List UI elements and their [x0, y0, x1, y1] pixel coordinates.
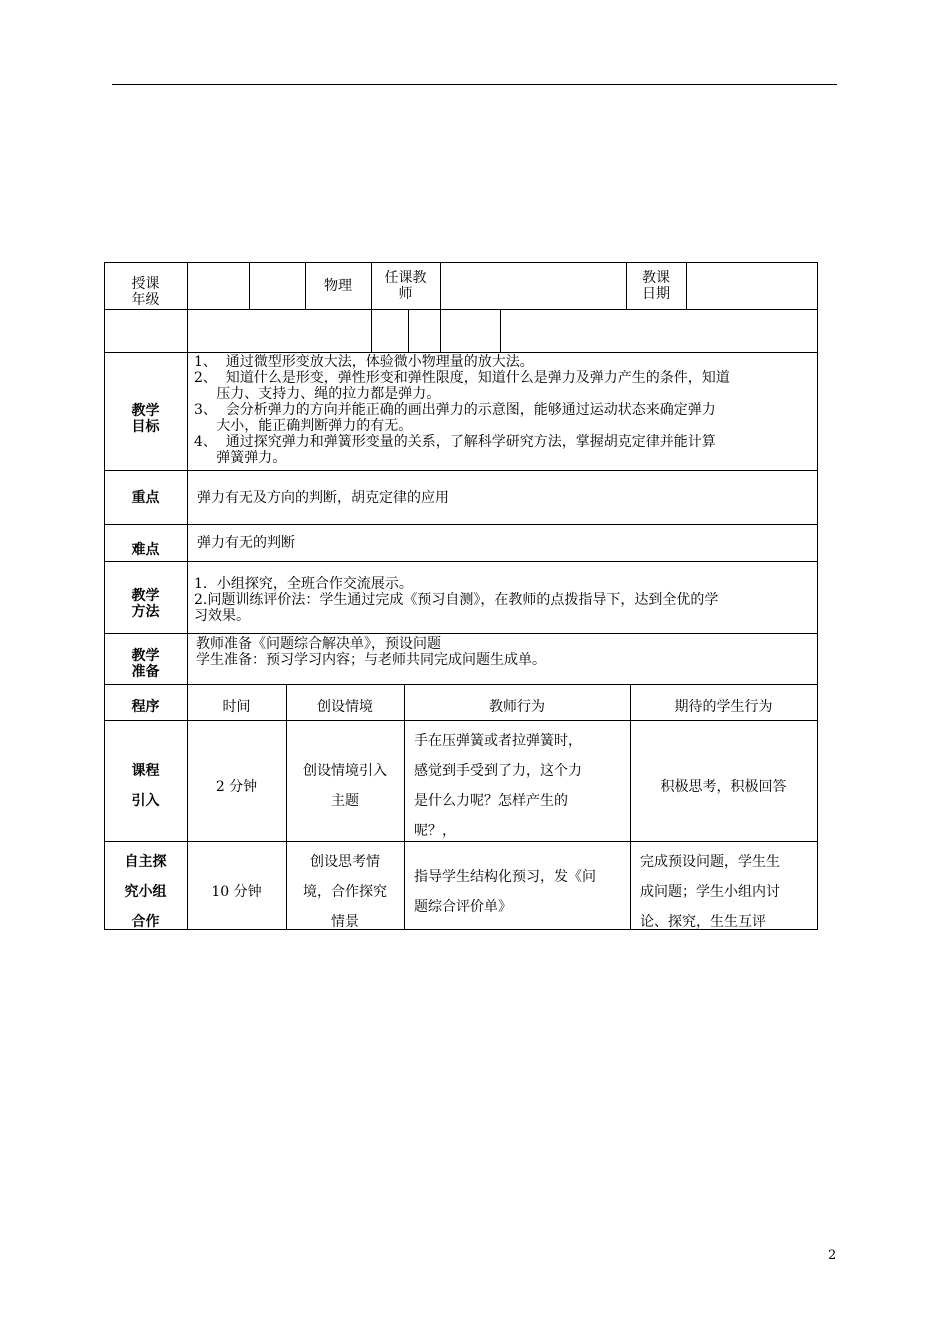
teacher-explore: 指导学生结构化预习，发《问 题综合评价单》	[414, 869, 596, 915]
difficulty-label: 难点	[131, 542, 160, 558]
situation-explore: 创设思考情 境，合作探究 情景	[303, 854, 387, 930]
objective-line: 弹簧弹力。	[194, 450, 287, 466]
page-number: 2	[828, 1248, 837, 1263]
key-point-text: 弹力有无及方向的判断，胡克定律的应用	[197, 490, 449, 506]
difficulty-text: 弹力有无的判断	[197, 535, 295, 551]
time-explore: 10 分钟	[211, 884, 262, 900]
procedure-header-stage: 程序	[131, 699, 160, 715]
preparation-label: 教学 准备	[131, 648, 160, 680]
student-intro: 积极思考，积极回答	[660, 779, 787, 795]
procedure-header-situation: 创设情境	[317, 699, 373, 715]
objective-line: 压力、支持力、绳的拉力都是弹力。	[194, 386, 441, 402]
grade-label: 授课 年级	[131, 276, 160, 308]
preparation-text	[196, 636, 816, 668]
procedure-header-time: 时间	[222, 699, 251, 715]
method-text	[194, 576, 814, 624]
key-point-label: 重点	[131, 490, 160, 506]
preparation-line: 教师准备《问题综合解决单》，预设问题	[196, 636, 441, 652]
header-rule	[112, 84, 837, 85]
stage-explore: 自主探 究小组 合作	[124, 854, 167, 930]
objective-line: 3、 会分析弹力的方向并能正确的画出弹力的示意图，能够通过运动状态来确定弹力	[194, 402, 716, 418]
teacher-intro: 手在压弹簧或者拉弹簧时， 感觉到手受到了力，这个力 是什么力呢？怎样产生的 呢？，	[414, 733, 582, 839]
procedure-header-teacher: 教师行为	[489, 699, 545, 715]
objectives-label: 教学 目标	[131, 403, 160, 435]
method-line: 习效果。	[194, 608, 250, 624]
subject-value: 物理	[324, 278, 352, 294]
objective-line: 2、 知道什么是形变，弹性形变和弹性限度，知道什么是弹力及弹力产生的条件，知道	[194, 370, 730, 386]
objectives-list	[194, 354, 814, 466]
procedure-header-student: 期待的学生行为	[674, 699, 773, 715]
objective-line: 大小，能正确判断弹力的有无。	[194, 418, 413, 434]
time-intro: 2 分钟	[215, 779, 258, 795]
objective-line: 1、 通过微型形变放大法，体验微小物理量的放大法。	[194, 354, 534, 370]
date-label: 教课 日期	[642, 270, 670, 302]
stage-intro: 课程 引入	[131, 763, 160, 809]
student-explore: 完成预设问题，学生生 成问题；学生小组内讨 论、探究，生生互评	[640, 854, 780, 930]
preparation-line: 学生准备：预习学习内容；与老师共同完成问题生成单。	[196, 652, 546, 668]
situation-intro: 创设情境引入 主题	[303, 763, 387, 809]
method-line: 1．小组探究，全班合作交流展示。	[194, 576, 413, 592]
method-line: 2.问题训练评价法：学生通过完成《预习自测》，在教师的点拨指导下，达到全优的学	[194, 592, 719, 608]
teacher-label: 任课教 师	[384, 270, 427, 302]
objective-line: 4、 通过探究弹力和弹簧形变量的关系，了解科学研究方法，掌握胡克定律并能计算	[194, 434, 716, 450]
method-label: 教学 方法	[131, 588, 160, 620]
